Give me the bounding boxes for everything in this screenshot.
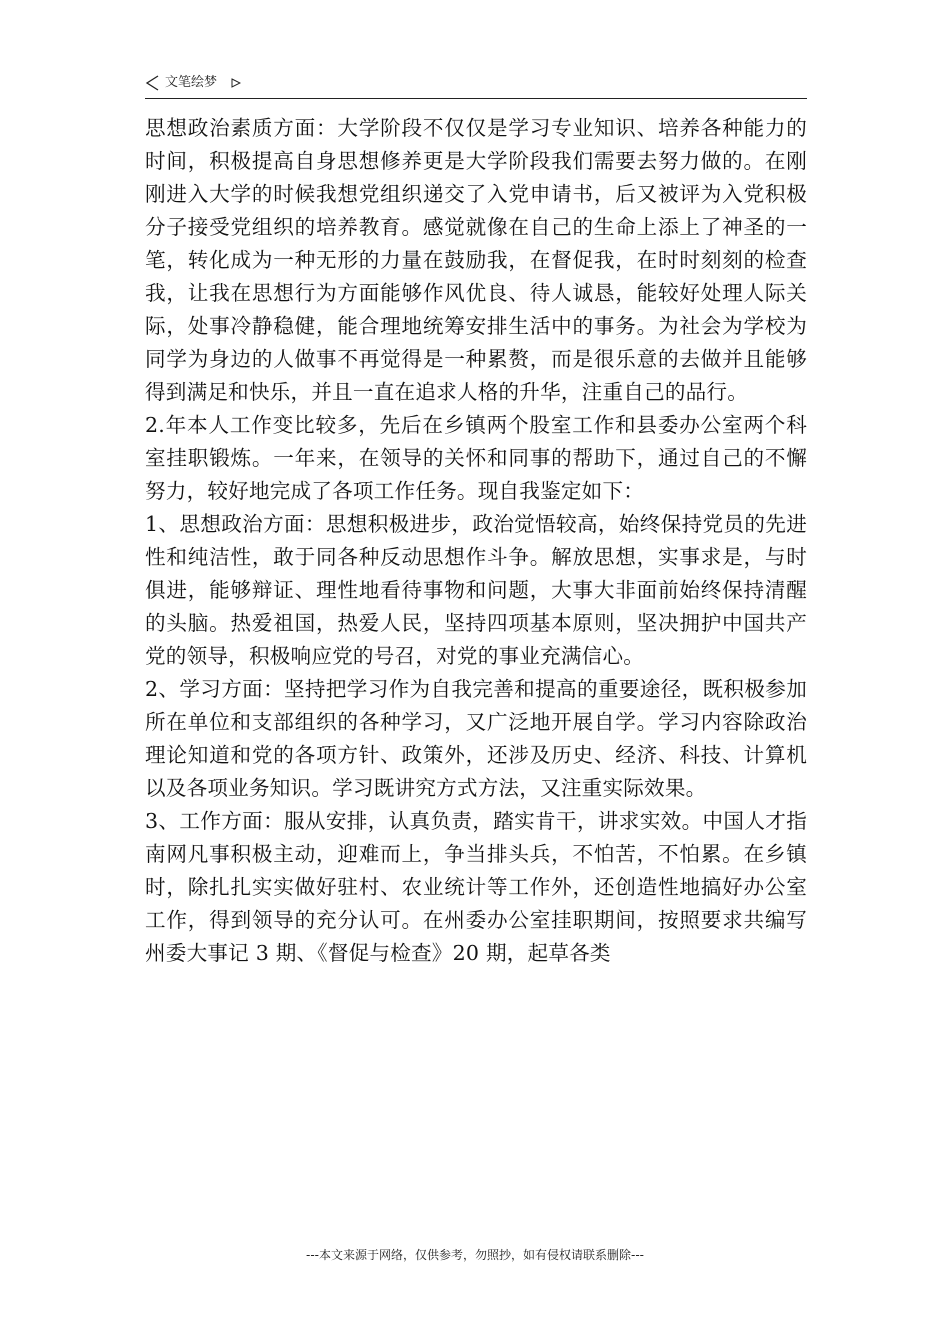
header-title: 文笔绘梦 bbox=[165, 75, 218, 90]
paragraph-political-aspect: 1、思想政治方面：思想积极进步，政治觉悟较高，始终保持党员的先进性和纯洁性，敢于同各种反动思想作斗争。解放思想，实事求是，与时俱进，能够辩证、理性地看待事物和问题，大事大非面前始终保持清醒的头脑。热爱祖国，热爱人民，坚持四项基本原则，坚决拥护中国共产党的领导，积极响应党的号召，对党的事业充满信心。 bbox=[145, 512, 807, 668]
paragraph-work-aspect: 3、工作方面：服从安排，认真负责，踏实肯干，讲求实效。中国人才指南网凡事积极主动，迎难而上，争当排头兵，不怕苦，不怕累。在乡镇时，除扎扎实实做好驻村、农业统计等工作外，还创造性地搞好办公室工作，得到领导的充分认可。在州委办公室挂职期间，按照要求共编写州委大事记 3 期、《督促与检查》20 期，起草各类 bbox=[145, 809, 807, 965]
left-triangle-icon bbox=[145, 75, 161, 91]
paragraph-study-aspect: 2、学习方面：坚持把学习作为自我完善和提高的重要途径，既积极参加所在单位和支部组织的各种学习，又广泛地开展自学。学习内容除政治理论知道和党的各项方针、政策外，还涉及历史、经济、科技、计算机以及各项业务知识。学习既讲究方式方法，又注重实际效果。 bbox=[145, 677, 807, 800]
paragraph-political-quality: 思想政治素质方面：大学阶段不仅仅是学习专业知识、培养各种能力的时间，积极提高自身思想修养更是大学阶段我们需要去努力做的。在刚刚进入大学的时候我想党组织递交了入党申请书，后又被评为入党积极分子接受党组织的培养教育。感觉就像在自己的生命上添上了神圣的一笔，转化成为一种无形的力量在鼓励我，在督促我，在时时刻刻的检查我，让我在思想行为方面能够作风优良、待人诚恳，能较好处理人际关际，处事冷静稳健，能合理地统筹安排生活中的事务。为社会为学校为同学为身边的人做事不再觉得是一种累赘，而是很乐意的去做并且能够得到满足和快乐，并且一直在追求人格的升华，注重自己的品行。 bbox=[145, 116, 807, 404]
paragraph-work-intro: 2.年本人工作变比较多，先后在乡镇两个股室工作和县委办公室两个科室挂职锻炼。一年来，在领导的关怀和同事的帮助下，通过自己的不懈努力，较好地完成了各项工作任务。现自我鉴定如下： bbox=[145, 413, 807, 503]
right-triangle-icon bbox=[231, 78, 241, 88]
page-footer: ---本文来源于网络，仅供参考，勿照抄，如有侵权请联系删除--- bbox=[306, 1248, 644, 1262]
document-body bbox=[145, 112, 807, 970]
page-header bbox=[145, 72, 807, 99]
